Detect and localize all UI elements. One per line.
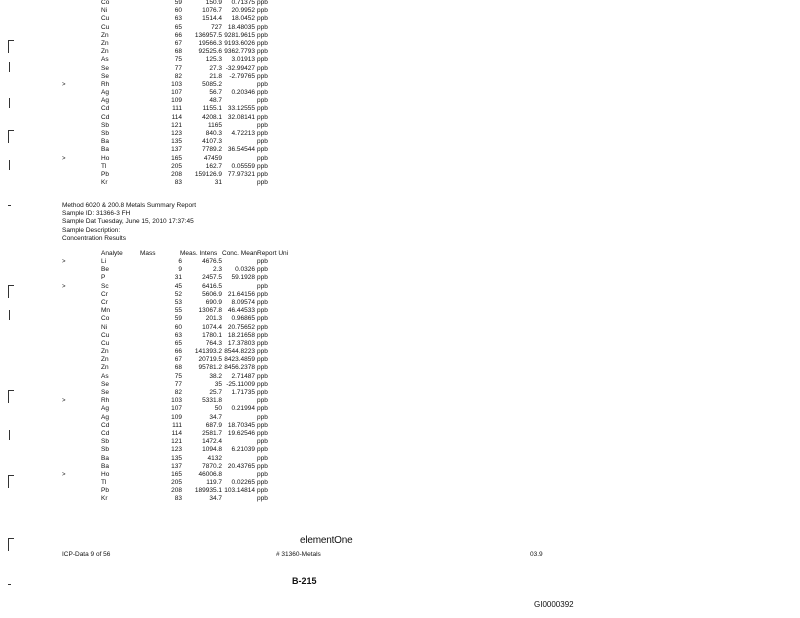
margin-bracket (8, 40, 14, 53)
unit-cell: ppb (257, 298, 268, 306)
analyte-cell: Ho (101, 154, 110, 162)
analyte-cell: Ba (101, 138, 109, 146)
mass-cell: 45 (174, 282, 182, 290)
unit-cell: ppb (257, 0, 268, 6)
file-name: # 31360-Metals (276, 551, 321, 558)
analyte-cell: Ni (101, 7, 108, 15)
analyte-cell: Zn (101, 348, 109, 356)
mass-cell: 67 (174, 356, 182, 364)
meas-intens-cell: 92525.6 (198, 48, 222, 56)
analyte-cell: Cu (101, 15, 110, 23)
col-conc-mean: Conc. Mean (222, 250, 258, 257)
conc-mean-cell: 21.64156 (227, 290, 255, 298)
unit-cell: ppb (257, 462, 268, 470)
mass-cell: 82 (174, 72, 182, 80)
unit-cell: ppb (257, 266, 268, 274)
mass-cell: 63 (174, 15, 182, 23)
meas-intens-cell: 34.7 (209, 495, 222, 503)
unit-cell: ppb (257, 405, 268, 413)
analyte-cell: Rh (101, 80, 110, 88)
analyte-cell: Kr (101, 179, 108, 187)
analyte-cell: Se (101, 380, 109, 388)
analyte-cell: Ba (101, 462, 109, 470)
unit-cell: ppb (257, 7, 268, 15)
mass-cell: 65 (174, 23, 182, 31)
analyte-cell: Zn (101, 48, 109, 56)
unit-cell: ppb (257, 364, 268, 372)
meas-intens-cell: 840.3 (205, 130, 222, 137)
unit-cell: ppb (257, 339, 268, 347)
meas-intens-cell: 56.7 (209, 89, 222, 97)
mass-cell: 111 (172, 105, 182, 113)
unit-cell: ppb (257, 429, 268, 437)
method-line: Method 6020 & 200.8 Metals Summary Report (62, 202, 197, 209)
meas-intens-cell: 2.3 (212, 266, 222, 274)
mass-cell: 55 (174, 307, 182, 315)
analyte-cell: Cd (101, 421, 110, 429)
unit-cell: ppb (257, 413, 268, 421)
conc-mean-cell: 8.09574 (231, 298, 255, 306)
mass-cell: 135 (171, 138, 182, 146)
conc-mean-cell: 0.71375 (231, 0, 255, 6)
meas-intens-cell: 1094.8 (202, 446, 222, 454)
mass-cell: 52 (174, 290, 182, 298)
conc-mean-cell: 59.1928 (231, 274, 255, 282)
mass-cell: 6 (178, 258, 182, 265)
meas-intens-cell: 31 (214, 179, 222, 187)
conc-mean-cell: 0.21994 (231, 405, 255, 413)
analyte-cell: Cd (101, 113, 110, 121)
meas-intens-cell: 25.7 (209, 389, 222, 396)
concentration-results-line: Concentration Results (62, 234, 126, 242)
mass-cell: 68 (174, 48, 182, 56)
unit-cell: ppb (257, 105, 268, 113)
mass-cell: 75 (174, 56, 182, 64)
unit-cell: ppb (257, 31, 268, 39)
unit-cell: ppb (257, 421, 268, 429)
mass-cell: 205 (171, 479, 182, 487)
mass-cell: 103 (171, 80, 182, 88)
bates-number: GI0000392 (534, 600, 574, 609)
meas-intens-cell: 50 (214, 405, 222, 413)
meas-intens-cell: 47459 (203, 154, 222, 162)
unit-cell: ppb (257, 290, 268, 298)
analyte-cell: Ag (101, 89, 109, 97)
meas-intens-cell: 1780.1 (202, 331, 222, 339)
analyte-cell: Sb (101, 438, 109, 446)
unit-cell: ppb (257, 179, 268, 187)
mass-cell: 114 (171, 113, 182, 121)
analyte-cell: Se (101, 389, 109, 396)
analyte-cell: Tl (101, 162, 107, 170)
unit-cell: ppb (257, 39, 268, 47)
meas-intens-cell: 5331.8 (202, 397, 222, 405)
meas-intens-cell: 136957.5 (194, 31, 222, 39)
meas-intens-cell: 1155.1 (202, 105, 222, 113)
meas-intens-cell: 4107.3 (202, 138, 222, 146)
left-margin-marks (0, 0, 20, 618)
mass-cell: 65 (174, 339, 182, 347)
mass-cell: 83 (174, 179, 182, 187)
unit-cell: ppb (257, 454, 268, 462)
margin-bar (9, 98, 15, 108)
mass-cell: 75 (174, 372, 182, 380)
analyte-cell: Be (101, 266, 109, 274)
unit-cell: ppb (257, 479, 268, 487)
unit-cell: ppb (257, 15, 268, 23)
unit-cell: ppb (257, 258, 268, 265)
margin-bracket (8, 130, 14, 143)
mass-cell: 67 (174, 39, 182, 47)
unit-cell: ppb (257, 72, 268, 80)
unit-cell: ppb (257, 348, 268, 356)
analyte-cell: Sb (101, 130, 109, 137)
unit-cell: ppb (257, 97, 268, 105)
unit-cell: ppb (257, 80, 268, 88)
meas-intens-cell: 20719.5 (198, 356, 222, 364)
unit-cell: ppb (257, 331, 268, 339)
col-mass: Mass (140, 250, 156, 257)
margin-tick (8, 205, 11, 207)
meas-intens-cell: 13067.8 (198, 307, 222, 315)
analyte-cell: Ag (101, 405, 109, 413)
margin-bracket (8, 475, 14, 488)
analyte-cell: Ag (101, 413, 109, 421)
meas-intens-cell: 764.3 (205, 339, 222, 347)
meas-intens-cell: 6416.5 (202, 282, 222, 290)
internal-standard-marker: > (62, 259, 66, 265)
conc-mean-cell: 9281.9615 (224, 31, 255, 39)
analyte-cell: Co (101, 315, 110, 323)
unit-cell: ppb (257, 397, 268, 405)
unit-cell: ppb (257, 121, 268, 129)
col-analyte: Analyte (101, 250, 123, 257)
unit-cell: ppb (257, 56, 268, 64)
unit-cell: ppb (257, 307, 268, 315)
analyte-cell: Cu (101, 339, 110, 347)
conc-mean-cell: 103.14814 (224, 487, 255, 495)
meas-intens-cell: 38.2 (209, 372, 222, 380)
analyte-cell: Cu (101, 23, 110, 31)
meas-intens-cell: 159126.9 (194, 170, 222, 178)
analyte-cell: Tl (101, 479, 107, 487)
analyte-cell: Li (101, 258, 107, 265)
analyte-cell: Ba (101, 146, 109, 154)
conc-mean-cell: 3.01913 (231, 56, 255, 64)
analyte-cell: Ag (101, 97, 109, 105)
meas-intens-cell: 4132 (207, 454, 222, 462)
conc-mean-cell: 20.9952 (231, 7, 255, 15)
col-meas-intens: Meas. Intens (180, 250, 218, 257)
meas-intens-cell: 34.7 (209, 413, 222, 421)
meas-intens-cell: 125.3 (205, 56, 222, 64)
page-info: ICP-Data 9 of 56 (62, 551, 111, 558)
mass-cell: 63 (174, 331, 182, 339)
meas-intens-cell: 2581.7 (202, 429, 222, 437)
margin-bracket (8, 390, 14, 403)
unit-cell: ppb (257, 495, 268, 503)
mass-cell: 31 (174, 274, 182, 282)
mass-cell: 68 (174, 364, 182, 372)
internal-standard-marker: > (62, 81, 66, 88)
unit-cell: ppb (257, 380, 268, 388)
margin-bracket (8, 538, 14, 551)
internal-standard-marker: > (62, 155, 66, 162)
mass-cell: 135 (171, 454, 182, 462)
conc-mean-cell: 46.44533 (227, 307, 255, 315)
unit-cell: ppb (257, 356, 268, 364)
element-one-logo: elementOne (300, 535, 353, 546)
unit-cell: ppb (257, 372, 268, 380)
analyte-cell: Sb (101, 446, 109, 454)
conc-mean-cell: 8544.8223 (224, 348, 255, 356)
page-number: B-215 (292, 576, 317, 586)
mass-cell: 66 (174, 31, 182, 39)
mass-cell: 208 (171, 487, 182, 495)
margin-bar (9, 62, 15, 72)
analyte-cell: Sc (101, 282, 109, 290)
conc-mean-cell: 0.0326 (235, 266, 255, 274)
meas-intens-cell: 7870.2 (202, 462, 222, 470)
conc-mean-cell: 77.97321 (227, 170, 255, 178)
unit-cell: ppb (257, 130, 268, 137)
internal-standard-marker: > (62, 398, 66, 405)
mass-cell: 107 (171, 89, 182, 97)
meas-intens-cell: 46006.8 (198, 470, 222, 478)
unit-cell: ppb (257, 282, 268, 290)
unit-cell: ppb (257, 89, 268, 97)
mass-cell: 165 (171, 470, 182, 478)
analyte-cell: Rh (101, 397, 110, 405)
unit-cell: ppb (257, 138, 268, 146)
conc-mean-cell: 18.21658 (227, 331, 255, 339)
conc-mean-cell: -2.79765 (229, 72, 255, 80)
conc-mean-cell: 8423.4859 (224, 356, 255, 364)
analyte-cell: Se (101, 72, 109, 80)
conc-mean-cell: 9193.6026 (224, 39, 255, 47)
conc-mean-cell: 33.12555 (227, 105, 255, 113)
meas-intens-cell: 162.7 (205, 162, 222, 170)
analyte-cell: Se (101, 64, 109, 72)
mass-cell: 123 (171, 130, 182, 137)
conc-mean-cell: 0.20346 (231, 89, 255, 97)
analyte-cell: Zn (101, 356, 109, 364)
unit-cell: ppb (257, 274, 268, 282)
analyte-cell: Ni (101, 323, 108, 331)
mass-cell: 59 (174, 315, 182, 323)
unit-cell: ppb (257, 389, 268, 396)
analyte-cell: Zn (101, 31, 109, 39)
unit-cell: ppb (257, 446, 268, 454)
meas-intens-cell: 141393.2 (194, 348, 222, 356)
analyte-cell: Pb (101, 487, 109, 495)
unit-cell: ppb (257, 315, 268, 323)
conc-mean-cell: 6.21039 (231, 446, 255, 454)
conc-mean-cell: 0.05559 (231, 162, 255, 170)
conc-mean-cell: -32.99427 (225, 64, 255, 72)
mass-cell: 103 (171, 397, 182, 405)
unit-cell: ppb (257, 48, 268, 56)
meas-intens-cell: 2457.5 (202, 274, 222, 282)
meas-intens-cell: 21.8 (209, 72, 222, 80)
analyte-cell: Pb (101, 170, 109, 178)
unit-cell: ppb (257, 154, 268, 162)
meas-intens-cell: 1076.7 (202, 7, 222, 15)
meas-intens-cell: 5606.9 (202, 290, 222, 298)
meas-intens-cell: 19566.3 (198, 39, 222, 47)
mass-cell: 137 (171, 462, 182, 470)
unit-cell: ppb (257, 146, 268, 154)
analyte-cell: P (101, 274, 106, 282)
unit-cell: ppb (257, 23, 268, 31)
mass-cell: 137 (171, 146, 182, 154)
analyte-cell: Cd (101, 429, 110, 437)
conc-mean-cell: 0.96865 (231, 315, 255, 323)
conc-mean-cell: 32.08141 (227, 113, 255, 121)
mass-cell: 9 (178, 266, 182, 274)
meas-intens-cell: 1472.4 (202, 438, 222, 446)
analyte-cell: Ba (101, 454, 109, 462)
conc-mean-cell: 18.70345 (227, 421, 255, 429)
mass-cell: 53 (174, 298, 182, 306)
meas-intens-cell: 119.7 (206, 479, 222, 487)
unit-cell: ppb (257, 470, 268, 478)
internal-standard-marker: > (62, 471, 66, 478)
unit-cell: ppb (257, 162, 268, 170)
analyte-cell: As (101, 372, 109, 380)
analyte-cell: Mn (101, 307, 111, 315)
mass-cell: 77 (174, 64, 182, 72)
conc-mean-cell: 17.37803 (227, 339, 255, 347)
analyte-cell: Cr (101, 298, 108, 306)
meas-intens-cell: 201.3 (205, 315, 222, 323)
sample-description-line: Sample Description: (62, 226, 121, 234)
meas-intens-cell: 7789.2 (202, 146, 222, 154)
conc-mean-cell: 18.48035 (227, 23, 255, 31)
mass-cell: 121 (171, 121, 182, 129)
unit-cell: ppb (257, 113, 268, 121)
analyte-cell: Cd (101, 105, 110, 113)
meas-intens-cell: 27.3 (209, 64, 222, 72)
conc-mean-cell: 20.43765 (227, 462, 255, 470)
col-report-unit: Report Uni (257, 250, 289, 257)
meas-intens-cell: 48.7 (209, 97, 222, 105)
conc-mean-cell: 4.72213 (231, 130, 255, 137)
meas-intens-cell: 1165 (208, 121, 222, 129)
page-code: 03.9 (530, 551, 543, 558)
mass-cell: 111 (172, 421, 182, 429)
mass-cell: 60 (174, 7, 182, 15)
analyte-cell: Cu (101, 331, 110, 339)
mass-cell: 82 (174, 389, 182, 396)
conc-mean-cell: 36.54544 (227, 146, 255, 154)
meas-intens-cell: 4676.5 (202, 258, 222, 265)
meas-intens-cell: 5085.2 (202, 80, 222, 88)
meas-intens-cell: 150.9 (205, 0, 222, 6)
conc-mean-cell: 1.71735 (231, 389, 255, 396)
mass-cell: 60 (174, 323, 182, 331)
analyte-cell: Kr (101, 495, 108, 503)
mass-cell: 66 (174, 348, 182, 356)
meas-intens-cell: 4208.1 (202, 113, 222, 121)
analyte-cell: Co (101, 0, 110, 6)
sample-date-line: Sample Dat Tuesday, June 15, 2010 17:37:45 (62, 218, 194, 226)
mass-cell: 205 (171, 162, 182, 170)
conc-mean-cell: 9362.7793 (224, 48, 255, 56)
mass-cell: 109 (171, 413, 182, 421)
analyte-cell: Sb (101, 121, 109, 129)
meas-intens-cell: 1074.4 (202, 323, 222, 331)
conc-mean-cell: 19.62546 (227, 429, 255, 437)
conc-mean-cell: 18.0452 (231, 15, 255, 23)
unit-cell: ppb (257, 438, 268, 446)
mass-cell: 121 (171, 438, 182, 446)
margin-bracket (8, 285, 14, 298)
unit-cell: ppb (257, 170, 268, 178)
unit-cell: ppb (257, 323, 268, 331)
unit-cell: ppb (257, 64, 268, 72)
mass-cell: 107 (171, 405, 182, 413)
analyte-cell: Ho (101, 470, 110, 478)
mass-cell: 83 (174, 495, 182, 503)
margin-tick (8, 584, 11, 586)
internal-standard-marker: > (62, 283, 66, 290)
meas-intens-cell: 1514.4 (202, 15, 222, 23)
meas-intens-cell: 687.9 (205, 421, 222, 429)
analyte-cell: Zn (101, 39, 109, 47)
mass-cell: 114 (171, 429, 182, 437)
margin-bar (9, 430, 15, 440)
analyte-cell: Cr (101, 290, 108, 298)
margin-bar (9, 310, 15, 320)
meas-intens-cell: 189935.1 (194, 487, 222, 495)
mass-cell: 165 (171, 154, 182, 162)
mass-cell: 77 (174, 380, 182, 388)
analyte-cell: As (101, 56, 109, 64)
mass-cell: 109 (171, 97, 182, 105)
analyte-cell: Zn (101, 364, 109, 372)
conc-mean-cell: -25.11009 (226, 380, 255, 388)
conc-mean-cell: 8456.2378 (224, 364, 255, 372)
margin-bar (9, 160, 15, 170)
conc-mean-cell: 2.71487 (231, 372, 255, 380)
meas-intens-cell: 690.9 (205, 298, 222, 306)
conc-mean-cell: 20.75652 (227, 323, 255, 331)
mass-cell: 208 (171, 170, 182, 178)
meas-intens-cell: 35 (214, 380, 222, 388)
mass-cell: 59 (174, 0, 182, 6)
unit-cell: ppb (257, 487, 268, 495)
meas-intens-cell: 95781.2 (198, 364, 222, 372)
sample-id-line: Sample ID: 31366-3 FH (62, 210, 131, 218)
mass-cell: 123 (171, 446, 182, 454)
report-header (62, 202, 196, 243)
conc-mean-cell: 0.02265 (231, 479, 255, 487)
meas-intens-cell: 727 (211, 23, 222, 31)
